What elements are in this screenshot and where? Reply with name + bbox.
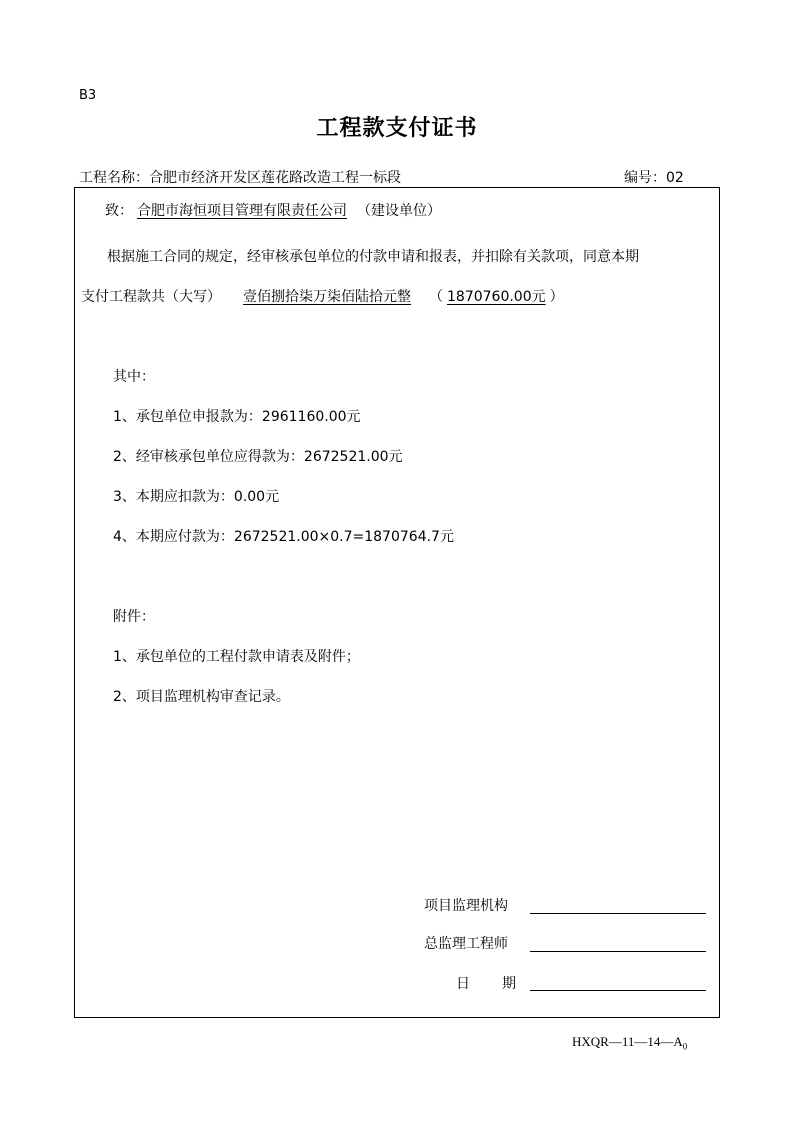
- body-line-2: [81, 286, 564, 306]
- attachment-item: 1、承包单位的工程付款申请表及附件；: [113, 649, 360, 665]
- footer-code-main: HXQR—11—14—A: [572, 1034, 683, 1049]
- detail-item: 4、本期应付款为：2672521.00×0.7=1870764.7元: [113, 529, 454, 545]
- payment-prefix: 支付工程款共（大写）: [81, 289, 221, 305]
- paren-open: （: [429, 289, 443, 305]
- project-line: [79, 167, 401, 187]
- supervision-org-label: 项目监理机构: [424, 898, 508, 914]
- paren-close: ）: [549, 289, 564, 305]
- amount-in-figures: 1870760.00元: [447, 289, 546, 305]
- footer-code: [572, 1034, 687, 1052]
- details-heading: 其中：: [113, 369, 155, 385]
- recipient-line: [105, 200, 441, 220]
- chief-engineer-label: 总监理工程师: [424, 936, 508, 952]
- body-line-1: 根据施工合同的规定，经审核承包单位的付款申请和报表，并扣除有关款项，同意本期: [107, 249, 639, 265]
- date-char-1: 日: [456, 976, 470, 992]
- date-char-2: 期: [502, 976, 516, 992]
- page-title: 工程款支付证书: [316, 116, 478, 141]
- supervision-org-signature-line[interactable]: [530, 913, 706, 914]
- serial-value: 02: [666, 170, 684, 186]
- recipient-name: 合肥市海恒项目管理有限责任公司: [137, 203, 347, 219]
- date-label: [456, 973, 516, 993]
- serial-label: 编号：: [624, 170, 666, 186]
- detail-item: 2、经审核承包单位应得款为：2672521.00元: [113, 449, 403, 465]
- certificate-box: [74, 187, 720, 1018]
- to-prefix: 致：: [105, 203, 133, 219]
- form-code: B3: [79, 88, 97, 103]
- footer-code-sub: 0: [682, 1041, 688, 1052]
- project-label: 工程名称：: [79, 170, 149, 186]
- chief-engineer-signature-line[interactable]: [530, 951, 706, 952]
- project-name: 合肥市经济开发区莲花路改造工程一标段: [149, 170, 401, 186]
- amount-in-words: 壹佰捌拾柒万柒佰陆拾元整: [243, 289, 411, 305]
- attachments-heading: 附件：: [113, 609, 155, 625]
- detail-item: 3、本期应扣款为：0.00元: [113, 489, 280, 505]
- recipient-suffix: （建设单位）: [357, 203, 441, 219]
- detail-item: 1、承包单位申报款为：2961160.00元: [113, 409, 361, 425]
- serial-number: [624, 167, 684, 187]
- attachment-item: 2、项目监理机构审查记录。: [113, 689, 290, 705]
- date-signature-line[interactable]: [530, 990, 706, 991]
